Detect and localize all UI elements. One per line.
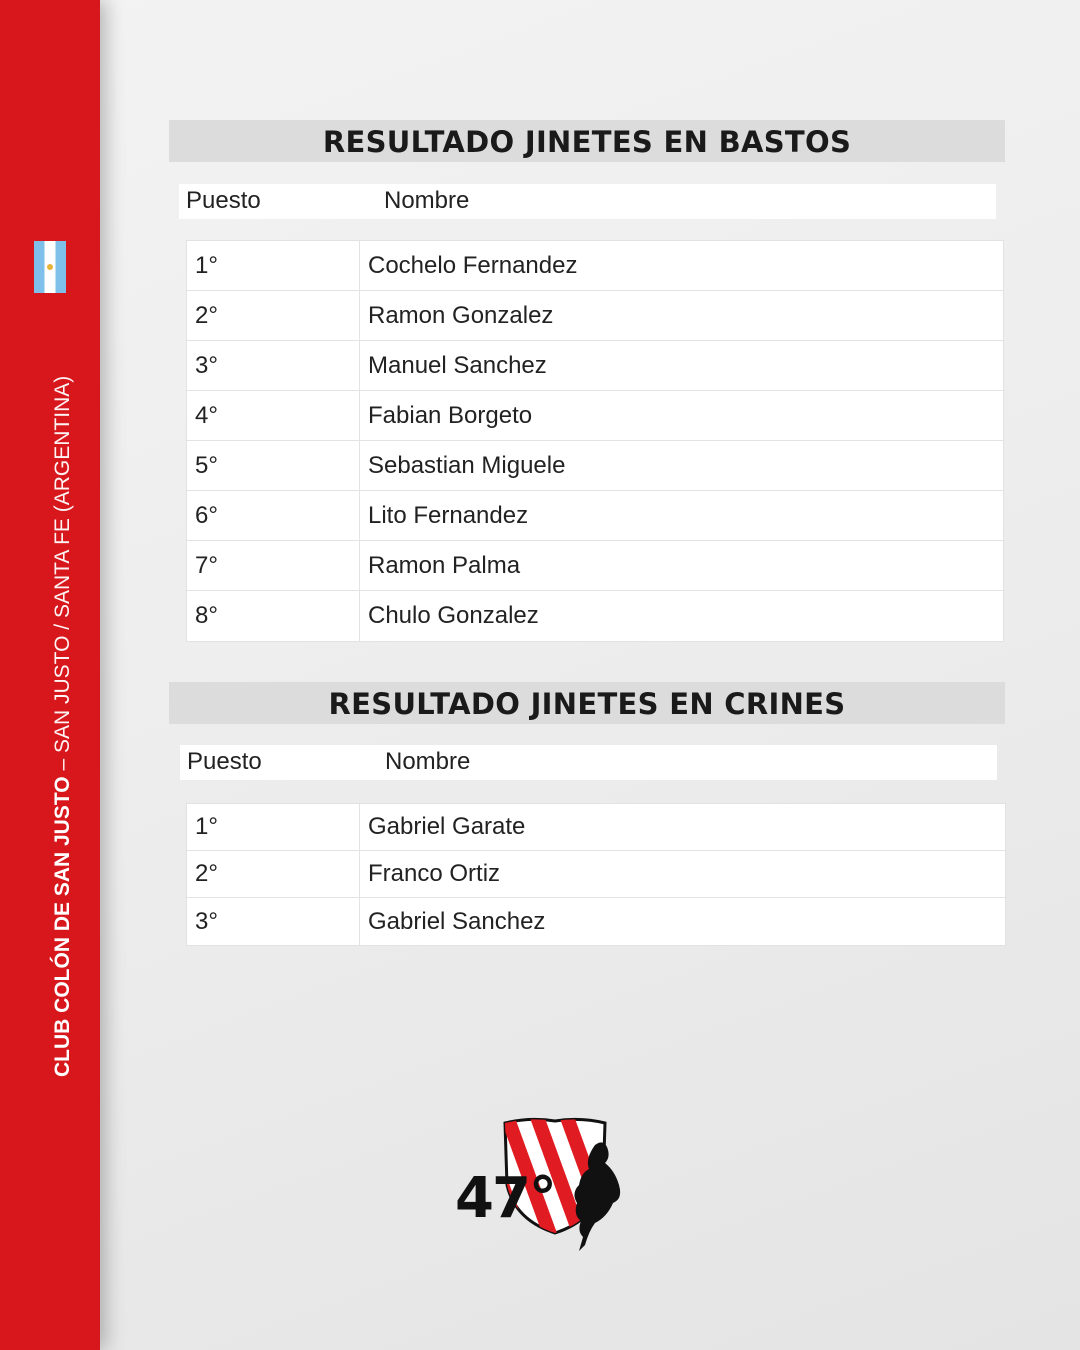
table-row — [187, 804, 1005, 851]
table-row — [187, 341, 1003, 391]
table-row — [187, 591, 1003, 641]
name-cell: Gabriel Sanchez — [368, 907, 546, 935]
name-cell: Ramon Palma — [368, 551, 521, 579]
name-cell: Sebastian Miguele — [368, 451, 566, 479]
crines-column-header — [180, 745, 997, 780]
column-nombre: Nombre — [384, 187, 470, 214]
position-cell: 7° — [187, 541, 360, 590]
sidebar-caption — [50, 376, 76, 1077]
position-cell: 3° — [187, 341, 360, 390]
table-row — [187, 291, 1003, 341]
table-row — [187, 441, 1003, 491]
name-cell: Ramon Gonzalez — [368, 301, 554, 329]
crines-results-table — [186, 803, 1006, 946]
position-cell: 4° — [187, 391, 360, 440]
position-cell: 2° — [187, 851, 360, 897]
name-cell: Manuel Sanchez — [368, 351, 547, 379]
logo-47-text: 47° — [455, 1166, 555, 1231]
table-row — [187, 898, 1005, 945]
crines-title: RESULTADO JINETES EN CRINES — [169, 682, 1005, 724]
position-cell: 8° — [187, 591, 360, 641]
name-cell: Gabriel Garate — [368, 813, 526, 840]
club-name: CLUB COLÓN DE SAN JUSTO — [51, 776, 74, 1077]
position-cell: 5° — [187, 441, 360, 490]
bastos-results-table — [186, 240, 1004, 642]
table-row — [187, 391, 1003, 441]
column-puesto: Puesto — [186, 187, 261, 214]
club-location: – SAN JUSTO / SANTA FE (ARGENTINA) — [51, 375, 74, 777]
table-row — [187, 851, 1005, 898]
table-row — [187, 241, 1003, 291]
position-cell: 2° — [187, 291, 360, 340]
position-cell: 6° — [187, 491, 360, 540]
name-cell: Lito Fernandez — [368, 501, 529, 529]
position-cell: 1° — [187, 241, 360, 290]
table-row — [187, 541, 1003, 591]
position-cell: 3° — [187, 898, 360, 945]
name-cell: Franco Ortiz — [368, 860, 501, 887]
bastos-title: RESULTADO JINETES EN BASTOS — [169, 120, 1005, 162]
column-puesto: Puesto — [187, 748, 262, 775]
table-row — [187, 491, 1003, 541]
argentina-flag-icon — [34, 241, 66, 293]
position-cell: 1° — [187, 804, 360, 850]
name-cell: Chulo Gonzalez — [368, 602, 539, 629]
name-cell: Fabian Borgeto — [368, 401, 533, 429]
bastos-column-header — [179, 184, 996, 219]
sidebar — [0, 0, 100, 1350]
name-cell: Cochelo Fernandez — [368, 251, 578, 279]
column-nombre: Nombre — [385, 748, 471, 775]
